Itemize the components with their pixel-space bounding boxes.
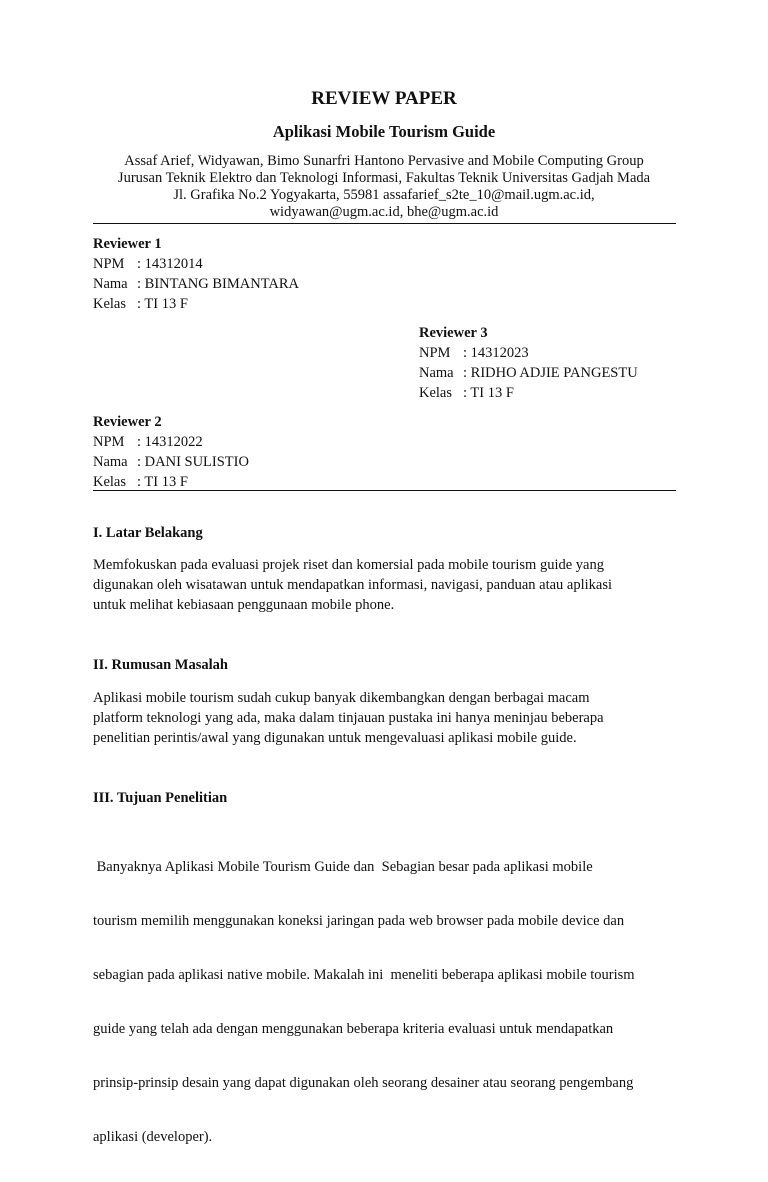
nama-value: : RIDHO ADJIE PANGESTU	[463, 363, 638, 383]
paragraph-line: prinsip-prinsip desain yang dapat digunakan oleh seorang desainer atau seorang pengembang	[93, 1075, 634, 1091]
paragraph-line: untuk melihat kebiasaan penggunaan mobile phone.	[93, 597, 395, 613]
author-block	[0, 153, 768, 221]
author-line: Jl. Grafika No.2 Yogyakarta, 55981 assafarief_s2te_10@mail.ugm.ac.id,	[173, 187, 595, 203]
kelas-value: : TI 13 F	[137, 294, 188, 314]
kelas-value: : TI 13 F	[463, 383, 514, 403]
section-body-rumusan-masalah	[93, 688, 663, 748]
author-line: Jurusan Teknik Elektro dan Teknologi Informasi, Fakultas Teknik Universitas Gadjah Mada	[117, 170, 651, 186]
reviewer-nama-row	[93, 274, 299, 294]
section-heading-rumusan-masalah: II. Rumusan Masalah	[93, 657, 228, 673]
reviewer-title: Reviewer 3	[419, 325, 488, 341]
paragraph-line: Aplikasi mobile tourism sudah cukup banyak dikembangkan dengan berbagai macam	[93, 690, 590, 706]
reviewer-kelas-row	[93, 294, 299, 314]
npm-label: NPM	[93, 434, 125, 450]
npm-value: : 14312014	[137, 254, 203, 274]
paragraph-line: tourism memilih menggunakan koneksi jaringan pada web browser pada mobile device dan	[93, 913, 625, 929]
paper-subtitle: Aplikasi Mobile Tourism Guide	[272, 122, 496, 141]
nama-label: Nama	[93, 454, 128, 470]
reviewer-npm-row	[93, 432, 249, 452]
paragraph-line: platform teknologi yang ada, maka dalam tinjauan pustaka ini hanya meninjau beberapa	[93, 710, 604, 726]
section-body-latar-belakang	[93, 555, 663, 615]
paragraph-line: penelitian perintis/awal yang digunakan untuk mengevaluasi aplikasi mobile guide.	[93, 730, 577, 746]
author-line: widyawan@ugm.ac.id, bhe@ugm.ac.id	[269, 204, 499, 220]
reviewer-2-block	[93, 412, 249, 492]
reviewer-nama-row	[93, 452, 249, 472]
npm-label: NPM	[419, 345, 451, 361]
reviewer-title: Reviewer 2	[93, 414, 162, 430]
paragraph-line: digunakan oleh wisatawan untuk mendapatkan informasi, navigasi, panduan atau aplikasi	[93, 577, 613, 593]
divider-top	[93, 223, 676, 224]
reviewer-1-block	[93, 234, 299, 314]
reviewer-npm-row	[93, 254, 299, 274]
kelas-label: Kelas	[93, 296, 127, 312]
reviewer-kelas-row	[419, 383, 638, 403]
nama-value: : DANI SULISTIO	[137, 452, 249, 472]
section-heading-tujuan-penelitian: III. Tujuan Penelitian	[93, 790, 228, 806]
section-heading-latar-belakang: I. Latar Belakang	[93, 525, 203, 541]
reviewer-title: Reviewer 1	[93, 236, 162, 252]
paragraph-line: Memfokuskan pada evaluasi projek riset dan komersial pada mobile tourism guide yang	[93, 557, 604, 573]
paragraph-line: guide yang telah ada dengan menggunakan beberapa kriteria evaluasi untuk mendapatkan	[93, 1021, 614, 1037]
npm-value: : 14312022	[137, 432, 203, 452]
page-title: REVIEW PAPER	[311, 88, 457, 109]
nama-value: : BINTANG BIMANTARA	[137, 274, 299, 294]
kelas-label: Kelas	[419, 385, 453, 401]
reviewer-3-block	[419, 323, 638, 403]
kelas-label: Kelas	[93, 474, 127, 490]
reviewer-nama-row	[419, 363, 638, 383]
npm-value: : 14312023	[463, 343, 529, 363]
paragraph-line: aplikasi (developer).	[93, 1129, 213, 1145]
paragraph-line: sebagian pada aplikasi native mobile. Makalah ini meneliti beberapa aplikasi mobile tourism	[93, 967, 635, 983]
nama-label: Nama	[419, 365, 454, 381]
author-line: Assaf Arief, Widyawan, Bimo Sunarfri Hantono Pervasive and Mobile Computing Group	[124, 153, 644, 169]
kelas-value: : TI 13 F	[137, 472, 188, 492]
paragraph-line: Banyaknya Aplikasi Mobile Tourism Guide dan Sebagian besar pada aplikasi mobile	[93, 859, 593, 875]
reviewer-npm-row	[419, 343, 638, 363]
nama-label: Nama	[93, 276, 128, 292]
divider-bottom	[93, 490, 676, 491]
reviewer-kelas-row	[93, 472, 249, 492]
section-body-tujuan-penelitian	[93, 822, 663, 1182]
npm-label: NPM	[93, 256, 125, 272]
